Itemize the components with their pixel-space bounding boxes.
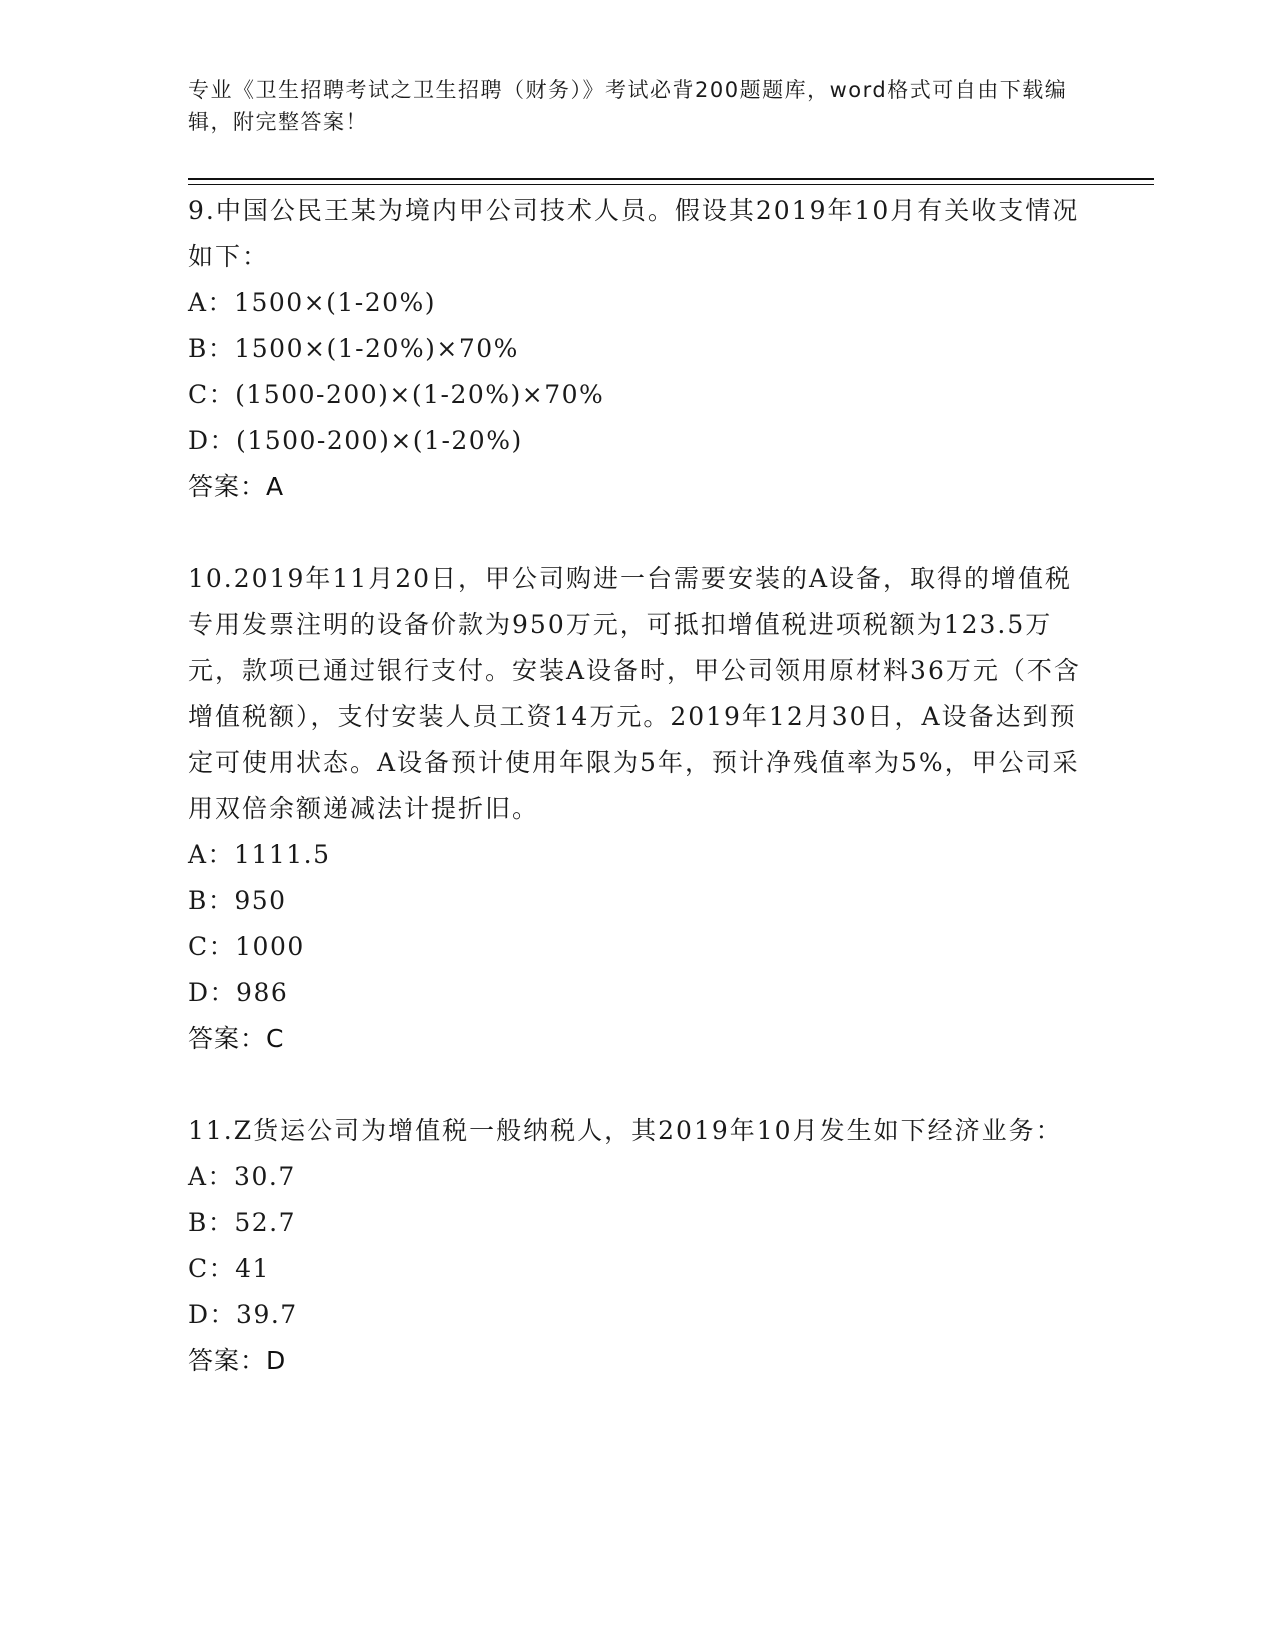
option-c: C：(1500-200)×(1-20%)×70% bbox=[188, 380, 605, 409]
option-a: A：30.7 bbox=[188, 1162, 296, 1191]
option-a: A：1111.5 bbox=[188, 840, 331, 869]
question-stem: 10.2019年11月20日，甲公司购进一台需要安装的A设备，取得的增值税专用发票注明的设备价款为950万元，可抵扣增值税进项税额为123.5万元，款项已通过银行支付。安装A设备时，甲公司领用原材料36万元（不含增值税额），支付安装人员工资14万元。2019年12月30日，A设备达到预定可使用状态。A设备预计使用年限为5年，预计净残值率为5%，甲公司采用双倍余额递减法计提折旧。 bbox=[188, 564, 1081, 823]
option-a: A：1500×(1-20%) bbox=[188, 288, 437, 317]
question-10 bbox=[188, 556, 1088, 1062]
option-c: C：1000 bbox=[188, 932, 305, 961]
answer-line: 答案：A bbox=[188, 472, 285, 501]
header-divider-thick bbox=[188, 178, 1154, 180]
option-d: D：986 bbox=[188, 978, 289, 1007]
question-9 bbox=[188, 188, 1088, 510]
option-b: B：1500×(1-20%)×70% bbox=[188, 334, 519, 363]
option-d: D：(1500-200)×(1-20%) bbox=[188, 426, 523, 455]
answer-line: 答案：C bbox=[188, 1024, 285, 1053]
option-b: B：52.7 bbox=[188, 1208, 297, 1237]
option-b: B：950 bbox=[188, 886, 287, 915]
question-stem: 9.中国公民王某为境内甲公司技术人员。假设其2019年10月有关收支情况如下： bbox=[188, 196, 1080, 271]
answer-line: 答案：D bbox=[188, 1346, 287, 1375]
question-list bbox=[188, 188, 1088, 1430]
document-header: 专业《卫生招聘考试之卫生招聘（财务）》考试必背200题题库，word格式可自由下载编辑，附完整答案！ bbox=[188, 78, 1068, 134]
option-d: D：39.7 bbox=[188, 1300, 298, 1329]
option-c: C：41 bbox=[188, 1254, 270, 1283]
question-stem: 11.Z货运公司为增值税一般纳税人，其2019年10月发生如下经济业务： bbox=[188, 1116, 1063, 1145]
header-divider-thin bbox=[188, 184, 1154, 185]
question-11 bbox=[188, 1108, 1088, 1384]
